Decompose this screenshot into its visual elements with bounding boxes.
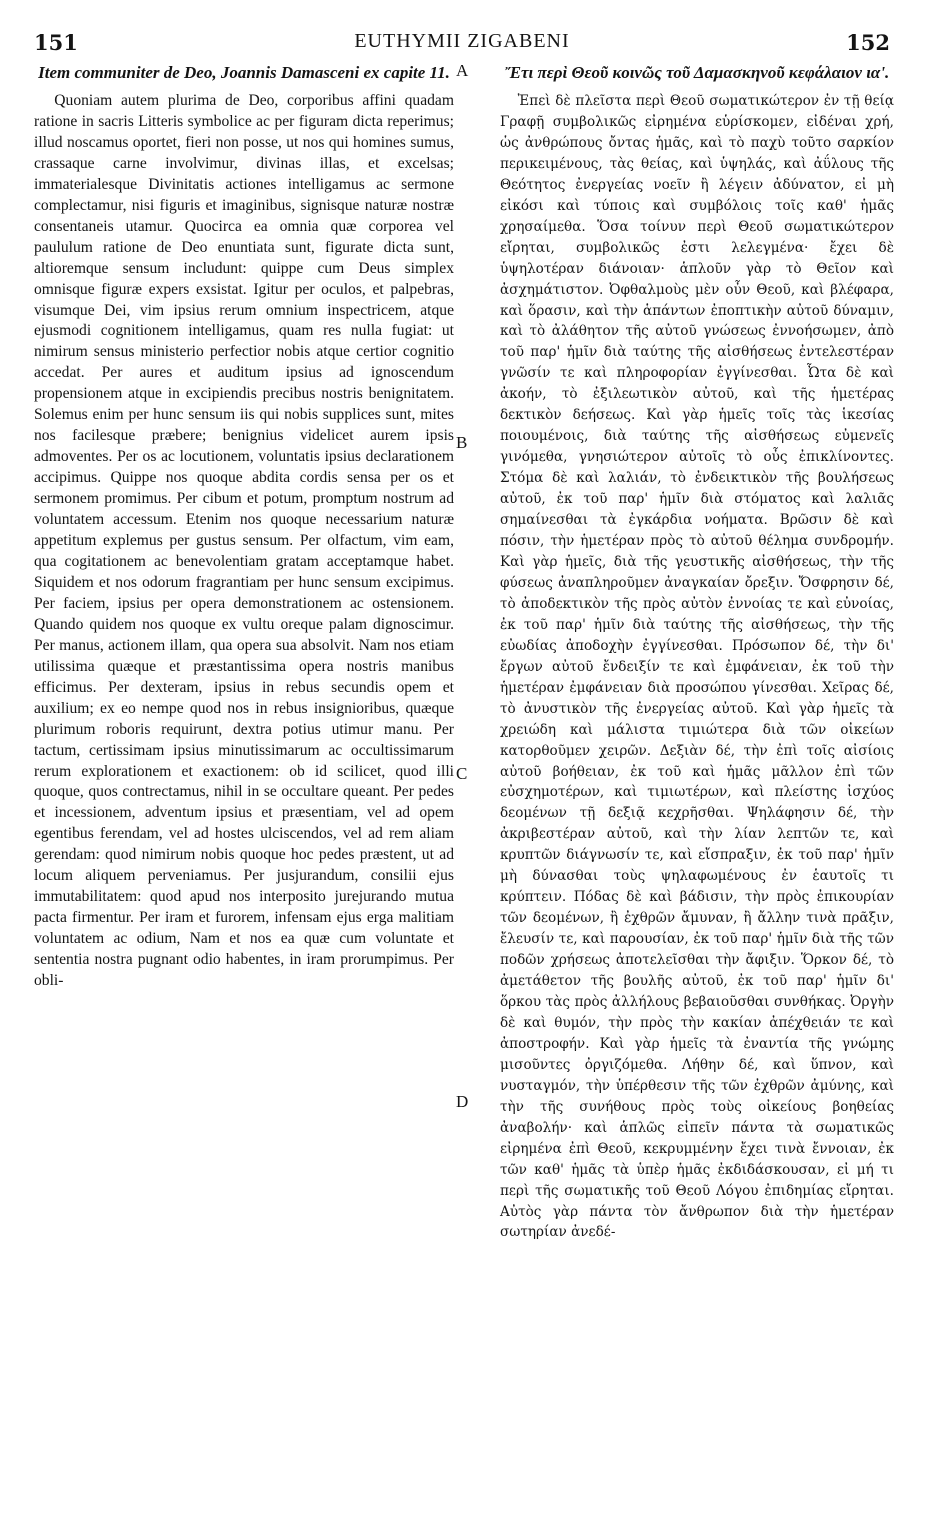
- greek-section-title: Ἔτι περὶ Θεοῦ κοινῶς τοῦ Δαμασκηνοῦ κεφάλαιον ια'.: [504, 63, 890, 82]
- page-number-right: 152: [846, 30, 890, 55]
- margin-letter-c: C: [456, 764, 468, 783]
- running-title: EUTHYMII ZIGABENI: [354, 30, 570, 52]
- latin-column: [34, 63, 454, 992]
- latin-section-title: Item communiter de Deo, Joannis Damasceni ex capite 11.: [38, 63, 450, 82]
- greek-column: [500, 63, 894, 1243]
- latin-text: Quoniam autem plurima de Deo, corporibus affini quadam ratione in sacris Litteris symbolice ac per figuram dicta reperimus; illud noscamus oportet, fieri non posse, ut nos qui homines sumus, crassaque carne involvimur, divinas illas, et excelsas; immaterialesque Divinitatis actiones intelligamus ac sermone complectamur, nisi figuris et imaginibus, signisque naturæ nostræ consentaneis utamur. Quocirca ea omnia quæ corporea vel paululum ratione de Deo enuntiata sunt, figurate dicta sunt, altioremque sensum includunt: quippe cum Deus simplex omnisque figuræ expers exsistat. Igitur per oculos, et palpebras, visumque Dei, vim ipsius rerum omnium inspectricem, atque ejusmodi cognitionem intelligamus, quam res nulla fugiat: ut nimirum sensus ministerio perfectior nobis atque certior cognitio accedat. Per aures et auditum ipsius ad ignoscendum propensionem atque in excipiendis precibus nostris benignitatem. Solemus enim per hunc sensum iis qui nobis supplices sunt, mites nos facilesque præbere; benignius videlicet aurem ipsis admoventes. Per os ac locutionem, voluntatis ipsius declarationem accipimus. Quippe nos quoque abdita cordis sensa per os et sermonem promimus. Per cibum et potum, promptum nostrum ad voluntatem accessum. Etenim nos quoque necessarium naturæ appetitum explemus per gustus sensum. Per olfactum, vim eam, qua cogitationem ac benevolentiam gratam acceptamque habet. Siquidem et nos odorum fragrantiam per hunc sensum excipimus. Per faciem, ipsius per opera demonstrationem ac ostensionem. Quando quidem nos quoque ex vultu oreque palam dignoscimur. Per manus, actionem illam, qua opera sua absolvit. Nam nos etiam utilissima quæque et præstantissima opera nostris manibus efficimus. Per dexteram, ipsius in rebus secundis opem et auxilium; ex eo nempe quod nos in rebus insignioribus, quæque plurimum roboris requirunt, dextra potius utimur manu. Per tactum, certissimam ipsius minutissimarum ac occultissimarum rerum explorationem et exactionem: ob id scilicet, quod illi quoque, quos contrectamus, nihil in se occultare queant. Per pedes et incessionem, adventum ipsius et præsentiam, vel ad opem egentibus ferendam, vel ad hostes ulciscendos, vel ad rem aliam gerendam: quod nimirum nobis quoque hoc pedes præstent, ut ad locum aliquem perveniamus. Per jusjurandum, consilii ejus immutabilitatem: quod apud nos interposito jurejurando mutua pacta firmentur. Per iram et furorem, infensam ejus erga malitiam voluntatem ac odium, Nam et nos ea quæ cum voluntate et sententia nostra pugnant odio habentes, in iram prorumpimus. Per obli-: [34, 92, 454, 990]
- margin-letter-b: B: [456, 433, 468, 452]
- margin-letter-d: D: [456, 1092, 469, 1111]
- greek-text: Ἐπεὶ δὲ πλεῖστα περὶ Θεοῦ σωματικώτερον ἐν τῇ θείᾳ Γραφῇ συμβολικῶς εἰρημένα εὑρίσκομεν, εἰδέναι χρή, ὡς ἀνθρώπους ὄντας ἡμᾶς, καὶ τὸ παχὺ τοῦτο σαρκίον περικειμένους, τὰς θείας, καὶ ὑψηλάς, καὶ ἀΰλους τῆς Θεότητος ἐνεργείας νοεῖν ἢ λέγειν ἀδύνατον, εἰ μὴ εἰκόσι καὶ τύποις καὶ συμβόλοις τοῖς καθ' ἡμᾶς χρησαίμεθα. Ὅσα τοίνυν περὶ Θεοῦ σωματικώτερον εἴρηται, συμβολικῶς ἐστι λελεγμένα· ἔχει δὲ ὑψηλοτέραν διάνοιαν· ἁπλοῦν γὰρ τὸ Θεῖον καὶ ἀσχημάτιστον. Ὀφθαλμοὺς μὲν οὖν Θεοῦ, καὶ βλέφαρα, καὶ ὅρασιν, καὶ τὴν ἁπάντων ἐποπτικὴν αὐτοῦ δύναμιν, καὶ τὸ ἀλάθητον τῆς αὐτοῦ γνώσεως ἐννοήσωμεν, ἀπὸ τοῦ παρ' ἡμῖν διὰ ταύτης τῆς αἰσθήσεως ἐντελεστέραν γνῶσίν τε καὶ πληροφορίαν ἐγγίνεσθαι. Ὦτα δὲ καὶ ἀκοήν, τὸ ἐξιλεωτικὸν αὐτοῦ, καὶ τῆς ἡμετέρας δεκτικὸν δεήσεως. Καὶ γὰρ ἡμεῖς τοῖς τὰς ἱκεσίας ποιουμένοις, διὰ ταύτης τῆς αἰσθήσεως εὐμενεῖς γινόμεθα, γνησιώτερον αὐτοῖς τὸ οὖς ἐπικλίνοντες. Στόμα δὲ καὶ λαλιάν, τὸ ἐνδεικτικὸν τῆς βουλήσεως αὐτοῦ, ἐκ τοῦ παρ' ἡμῖν διὰ στόματος καὶ λαλιᾶς σημαίνεσθαι τὰ ἐγκάρδια νοήματα. Βρῶσιν δὲ καὶ πόσιν, τὴν ἡμετέραν πρὸς τὸ αὐτοῦ θέλημα συνδρομήν. Καὶ γὰρ ἡμεῖς, διὰ τῆς γευστικῆς αἰσθήσεως, τὴν τῆς φύσεως ἀναπληροῦμεν ἀναγκαίαν ὄρεξιν. Ὄσφρησιν δέ, τὸ ἀποδεκτικὸν τῆς πρὸς αὐτὸν ἐννοίας τε καὶ εὐνοίας, ἐκ τοῦ παρ' ἡμῖν διὰ ταύτης τῆς αἰσθήσεως, τὴν τῆς εὐωδίας ἀποδοχὴν ἐγγίνεσθαι. Πρόσωπον δέ, τὴν δι' ἔργων αὐτοῦ ἔνδειξίν τε καὶ ἐμφάνειαν, ἐκ τοῦ τὴν ἡμετέραν ἐμφάνειαν διὰ προσώπου γίνεσθαι. Χεῖρας δέ, τὸ ἀνυστικὸν τῆς ἐνεργείας αὐτοῦ. Καὶ γὰρ ἡμεῖς τὰ χρειώδη καὶ μάλιστα τιμιώτερα διὰ τῶν οἰκείων κατορθοῦμεν χειρῶν. Δεξιὰν δέ, τὴν ἐπὶ τοῖς αἰσίοις αὐτοῦ βοήθειαν, ἐκ τοῦ καὶ ἡμᾶς μᾶλλον ἐπὶ τῶν εὐσχημοτέρων, καὶ τιμιωτέρων, καὶ πλείστης ἰσχύος δεομένων τῇ δεξιᾷ κεχρῆσθαι. Ψηλάφησιν δέ, τὴν ἀκριβεστέραν αὐτοῦ, καὶ τὴν λίαν λεπτῶν τε, καὶ κρυπτῶν διάγνωσίν τε, καὶ εἴσπραξιν, ἐκ τοῦ παρ' ἡμῖν μὴ δύνασθαι τοὺς ψηλαφωμένους ἐν ἑαυτοῖς τι κρύπτειν. Πόδας δὲ καὶ βάδισιν, τὴν πρὸς ἐπικουρίαν τῶν δεομένων, ἢ ἐχθρῶν ἄμυναν, ἢ ἄλλην τινὰ πρᾶξιν, ἔλευσίν τε, καὶ παρουσίαν, ἐκ τοῦ παρ' ἡμῖν διὰ τῆς τῶν ποδῶν χρήσεως ἀποτελεῖσθαι τὴν ἄφιξιν. Ὅρκον δέ, τὸ ἀμετάθετον τῆς βουλῆς αὐτοῦ, ἐκ τοῦ παρ' ἡμῖν δι' ὅρκου τὰς πρὸς ἀλλήλους βεβαιοῦσθαι συνθήκας. Ὀργὴν δὲ καὶ θυμόν, τὴν πρὸς τὴν κακίαν ἀπέχθειάν τε καὶ ἀποστροφήν. Καὶ γὰρ ἡμεῖς τὰ ἐναντία τῆς γνώμης μισοῦντες ὀργιζόμεθα. Λήθην δέ, καὶ ὕπνον, καὶ νυσταγμόν, τὴν ὑπέρθεσιν τῆς τῶν ἐχθρῶν ἀμύνης, καὶ τὴν τῆς συνήθους πρὸς τοὺς οἰκείους βοηθείας ἀναβολήν· καὶ ἁπλῶς εἰπεῖν πάντα τὰ σωματικῶς εἰρημένα ἐπὶ Θεοῦ, κεκρυμμένην ἔχει τινὰ ἔννοιαν, ἐκ τῶν καθ' ἡμᾶς τὰ ὑπὲρ ἡμᾶς ἐκδιδάσκουσαν, εἰ μή τι περὶ τῆς σωματικῆς τοῦ Θεοῦ Λόγου ἐπιδημίας εἴρηται. Αὐτὸς γὰρ πάντα τὸν ἄνθρωπον διὰ τὴν ἡμετέραν σωτηρίαν ἀνεδέ-: [500, 93, 894, 1241]
- margin-letter-a: A: [456, 61, 469, 80]
- page-number-left: 151: [34, 30, 78, 55]
- page-header: [34, 30, 890, 58]
